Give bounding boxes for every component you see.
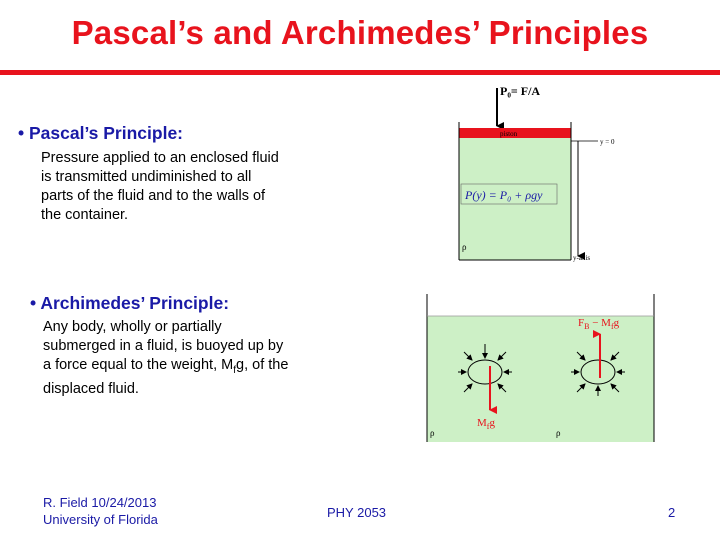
buoyant-label-sub: B [584,322,590,331]
slide-title: Pascal’s and Archimedes’ Principles [71,14,649,51]
fluid-region [427,316,654,442]
page-number: 2 [668,505,676,520]
force-label: P₀= F/A [500,84,541,98]
pascal-line-1: Pressure applied to an enclosed fluid [41,150,279,166]
y0-label: y = 0 [600,138,615,146]
archimedes-line-2: submerged in a fluid, is buoyed up by [43,338,284,354]
archimedes-line-4: displaced fluid. [43,380,139,397]
pascal-line-2: is transmitted undiminished to all [41,169,252,185]
archimedes-line-1: Any body, wholly or partially [43,319,222,335]
archimedes-line-3-tail: g, of the [236,357,289,373]
footer-author-line-2: University of Florida [43,512,158,527]
fluid-element-left-body [468,360,502,384]
weight-label [477,417,495,431]
footer-course: PHY 2053 [327,505,387,520]
title-underline [0,70,720,75]
piston-label: piston [500,130,518,138]
pascal-bullet: • Pascal’s Principle: [18,123,184,143]
archimedes-diagram [420,286,660,446]
weight-label-tail: g [489,417,495,429]
pascal-line-3: parts of the fluid and to the walls of [41,188,266,204]
buoyant-label-mid: − M [589,317,611,329]
buoyant-label-sub2: f [610,322,614,331]
pascal-diagram [440,80,620,270]
density-label: ρ [462,242,467,252]
footer-author-line-1: R. Field 10/24/2013 [43,495,157,510]
weight-label-main: M [477,417,487,429]
y-axis-label: y-axis [573,254,591,262]
footer-author [43,494,158,528]
buoyant-label-tail: g [613,317,620,329]
pascal-description [41,149,279,225]
archimedes-description [43,318,288,399]
weight-label-sub: f [486,422,490,431]
archimedes-line-3-head: a force equal to the weight, M [43,357,234,373]
archimedes-line-3-sub: f [233,364,237,376]
density-label-left: ρ [430,428,435,438]
archimedes-line-3 [43,356,288,380]
pascal-line-4: the container. [41,207,129,223]
archimedes-bullet: • Archimedes’ Principle: [30,293,230,313]
pressure-formula: P(y) = P₀ + ρgy [465,188,543,202]
buoyant-label-main: F [578,317,585,329]
density-label-right: ρ [556,428,561,438]
fluid-element-right-body [581,360,615,384]
